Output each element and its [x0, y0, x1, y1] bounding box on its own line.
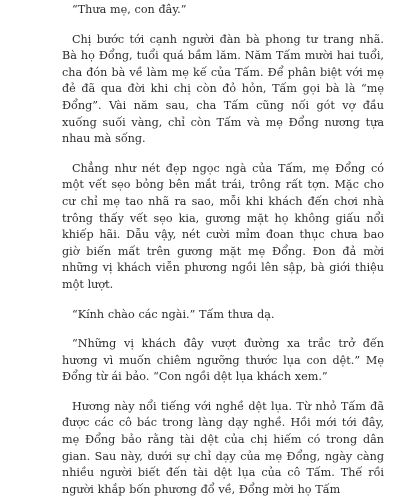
paragraph-2: Chị bước tới cạnh người đàn bà phong tư trang nhã. Bà họ Đổng, tuổi quá bầm lăm. Năm Tấm mười hai tuổi, cha đón bà về làm mẹ kế của Tấm. Để phân biệt với mẹ đẻ đã qua đời khi chị còn đỏ hỏn, Tấm gọi bà là “mẹ Đổng”. Vài năm sau, cha Tấm cũng nối gót vợ đầu xuống suối vàng, chỉ còn Tấm và mẹ Đổng nương tựa nhau mà sống.: [62, 32, 384, 146]
paragraph-5: “Những vị khách đây vượt đường xa trắc trở đến hương vì muốn chiêm ngưỡng thước lụa con dệt.” Mẹ Đổng từ ái bảo. “Con ngồi dệt lụa khách xem.”: [62, 337, 384, 384]
paragraph-3: Chẳng như nét đẹp ngọc ngà của Tấm, mẹ Đổng có một vết sẹo bỏng bên mắt trái, trông rất tợn. Mặc cho cư chỉ mẹ tao nhã ra sao, mỗi khi khách đến chơi nhà trông thấy vết sẹo kia, gương mặt họ không giấu nổi khiếp hãi. Dẫu vậy, nét cười mỉm đoan thục chưa bao giờ biến mất trên gương mặt mẹ Đổng. Đon đả mời những vị khách viễn phương ngồi lên sập, bà giới thiệu một lượt.: [62, 161, 384, 291]
text-column: [62, 2, 384, 498]
paragraph-6: Hương này nổi tiếng với nghề dệt lụa. Từ nhỏ Tấm đã được các cô bác trong làng dạy nghề. Hồi mới tới đây, mẹ Đổng bảo rằng tài dệt của chị hiếm có trong dân gian. Sau này, dưới sự chỉ dạy của mẹ Đổng, ngày càng nhiều người biết đến tài dệt lụa của cô Tấm. Thế rồi người khắp bốn phương đổ về, Đổng mời họ Tấm: [62, 399, 384, 496]
paragraph-4: “Kính chào các ngài.” Tấm thưa dạ.: [72, 307, 275, 321]
paragraph-1: “Thưa mẹ, con đây.”: [72, 3, 187, 16]
